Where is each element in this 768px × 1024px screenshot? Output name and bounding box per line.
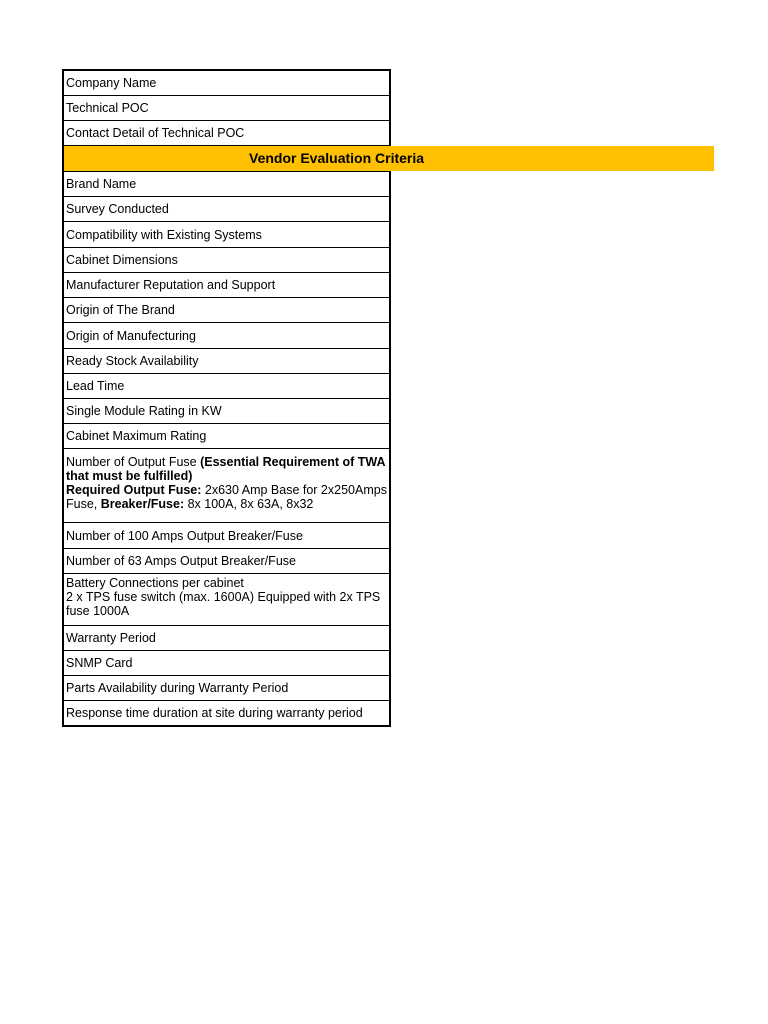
fuse-text-2: 2x630 Amp Base for 2x250Amps Fuse, xyxy=(66,483,387,511)
row-label: Contact Detail of Technical POC xyxy=(66,126,245,140)
cell-technical-poc[interactable] xyxy=(64,96,389,121)
cell-100-amps[interactable] xyxy=(64,523,389,549)
row-label: Lead Time xyxy=(66,379,125,393)
row-label: Origin of The Brand xyxy=(66,303,175,317)
cell-63-amps[interactable] xyxy=(64,549,389,574)
cell-response-time[interactable] xyxy=(64,701,389,725)
fuse-bold-2: Required Output Fuse: xyxy=(66,483,202,497)
banner-clip xyxy=(64,146,425,171)
cell-origin-brand[interactable] xyxy=(64,298,389,323)
row-label: Cabinet Dimensions xyxy=(66,253,178,267)
row-label: Warranty Period xyxy=(66,631,156,645)
cell-single-module-rating[interactable] xyxy=(64,399,389,424)
cell-brand-name[interactable] xyxy=(64,172,389,197)
cell-battery-connections[interactable] xyxy=(64,574,389,626)
cell-origin-manufacturing[interactable] xyxy=(64,323,389,349)
battery-line-2: 2 x TPS fuse switch (max. 1600A) Equipped with 2x TPS fuse 1000A xyxy=(66,590,381,618)
row-label: Brand Name xyxy=(66,177,137,191)
section-banner xyxy=(64,146,425,172)
battery-line-1: Battery Connections per cabinet xyxy=(66,576,244,590)
row-label: Single Module Rating in KW xyxy=(66,404,222,418)
row-label: Number of 100 Amps Output Breaker/Fuse xyxy=(66,528,303,543)
cell-survey-conducted[interactable] xyxy=(64,197,389,222)
row-label: Technical POC xyxy=(66,101,149,115)
cell-snmp-card[interactable] xyxy=(64,651,389,676)
cell-warranty-period[interactable] xyxy=(64,626,389,651)
cell-contact-detail[interactable] xyxy=(64,121,389,146)
row-label: Number of 63 Amps Output Breaker/Fuse xyxy=(66,554,296,568)
fuse-text-3: 8x 100A, 8x 63A, 8x32 xyxy=(184,497,314,511)
row-label: Survey Conducted xyxy=(66,202,169,216)
row-label: Manufacturer Reputation and Support xyxy=(66,278,276,292)
row-label: Compatibility with Existing Systems xyxy=(66,227,262,242)
fuse-text-1: Number of Output Fuse xyxy=(66,455,201,469)
cell-cabinet-dimensions[interactable] xyxy=(64,248,389,273)
section-title: Vendor Evaluation Criteria xyxy=(249,150,425,166)
row-label: Parts Availability during Warranty Period xyxy=(66,681,289,695)
row-label: Company Name xyxy=(66,76,157,90)
fuse-bold-1: (Essential Requirement of TWA that must be fulfilled) xyxy=(66,455,386,483)
row-label: Response time duration at site during warranty period xyxy=(66,706,363,720)
row-label: SNMP Card xyxy=(66,656,133,670)
vendor-evaluation-table xyxy=(62,69,425,727)
cell-ready-stock[interactable] xyxy=(64,349,389,374)
cell-parts-availability[interactable] xyxy=(64,676,389,701)
cell-lead-time[interactable] xyxy=(64,374,389,399)
row-label: Ready Stock Availability xyxy=(66,354,199,368)
cell-cabinet-max-rating[interactable] xyxy=(64,424,389,449)
row-label: Cabinet Maximum Rating xyxy=(66,429,207,443)
fuse-bold-3: Breaker/Fuse: xyxy=(100,497,185,511)
row-label: Origin of Manufecturing xyxy=(66,328,196,343)
cell-manufacturer-reputation[interactable] xyxy=(64,273,389,298)
cell-output-fuse[interactable] xyxy=(64,449,389,523)
cell-compatibility[interactable] xyxy=(64,222,389,248)
cell-company-name[interactable] xyxy=(64,71,389,96)
